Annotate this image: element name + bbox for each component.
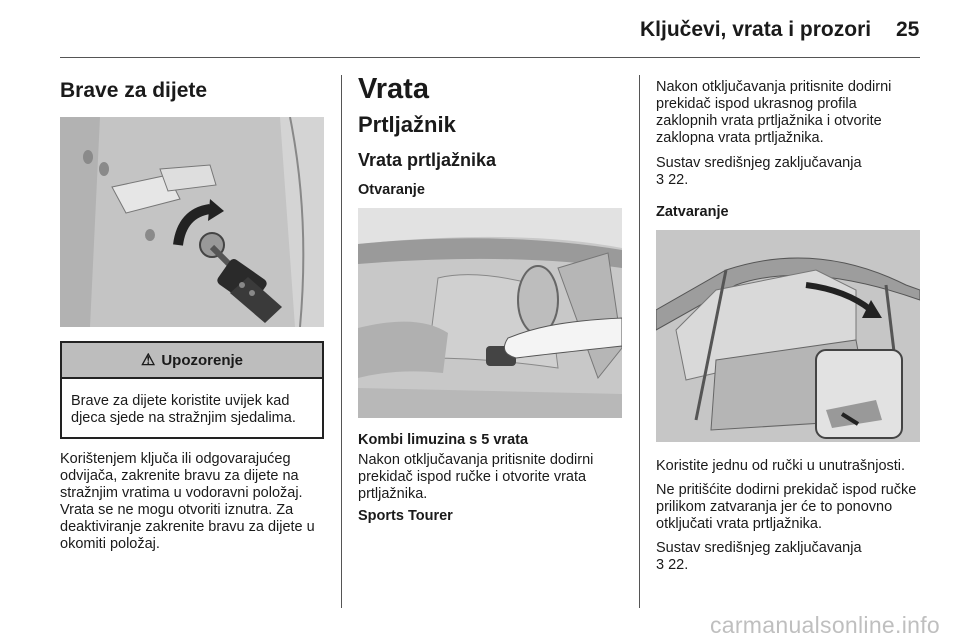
warning-text: Brave za dijete koristite uvijek kad djeca sjede na stražnjim sjedalima. xyxy=(71,393,296,427)
closing-text-handles: Koristite jednu od ručki u unutrašnjosti. xyxy=(656,458,906,474)
section-title-child-locks: Brave za dijete xyxy=(60,79,208,102)
page-number: 25 xyxy=(896,18,920,41)
warning-box xyxy=(60,341,324,439)
footer-watermark: carmanualsonline.info xyxy=(709,612,940,638)
child-lock-illustration xyxy=(60,117,324,327)
tailgate-open-illustration xyxy=(358,208,622,418)
heading-closing: Zatvaranje xyxy=(656,204,729,220)
tourer-opening-text: Nakon otključavanja pritisnite dodirni prekidač ispod ukrasnog profila zaklopnih vrata prtljažnika i otvorite zaklopna vrata prtljažnika. xyxy=(656,79,892,146)
header-rule xyxy=(60,57,920,58)
kombi-opening-text: Nakon otključavanja pritisnite dodirni prekidač ispod ručke i otvorite vrata prtljažnika. xyxy=(358,451,594,502)
tailgate-close-illustration xyxy=(656,230,920,442)
central-locking-ref-text-2: Sustav središnjeg zaključavanja xyxy=(656,540,862,556)
warning-triangle-icon: ⚠ xyxy=(140,352,156,370)
warning-title: Upozorenje xyxy=(161,351,244,369)
subsection-title-tailgate: Vrata prtljažnika xyxy=(358,150,497,171)
page-ref-1: 3 22. xyxy=(656,172,689,188)
column-divider-2 xyxy=(639,75,640,608)
heading-sports-tourer: Sports Tourer xyxy=(358,507,453,524)
heading-kombi-limuzina: Kombi limuzina s 5 vrata xyxy=(358,431,529,448)
page-header-title: Ključevi, vrata i prozori xyxy=(640,18,872,41)
column-tailgate-cont xyxy=(656,74,920,574)
chapter-title-doors: Vrata xyxy=(358,73,429,105)
subsection-title-luggage: Prtljažnik xyxy=(358,111,456,137)
child-lock-instructions: Korištenjem ključa ili odgovarajućeg odvijača, zakrenite bravu za dijete na stražnjim vratima u vodoravni položaj. Vrata se ne mogu otvoriti iznutra. Za deaktiviranje zakrenite bravu za dijete u okomiti položaj. xyxy=(60,451,315,553)
warning-header xyxy=(62,343,322,379)
page-ref-2: 3 22. xyxy=(656,557,689,573)
heading-opening: Otvaranje xyxy=(358,181,425,198)
closing-text-warning: Ne pritišćite dodirni prekidač ispod ručke prilikom zatvaranja jer će to ponovno otključati vrata prtljažnika. xyxy=(656,482,917,532)
column-doors xyxy=(358,74,622,524)
column-divider-1 xyxy=(341,75,342,608)
column-child-locks xyxy=(60,74,324,553)
central-locking-ref-text-1: Sustav središnjeg zaključavanja xyxy=(656,155,862,171)
